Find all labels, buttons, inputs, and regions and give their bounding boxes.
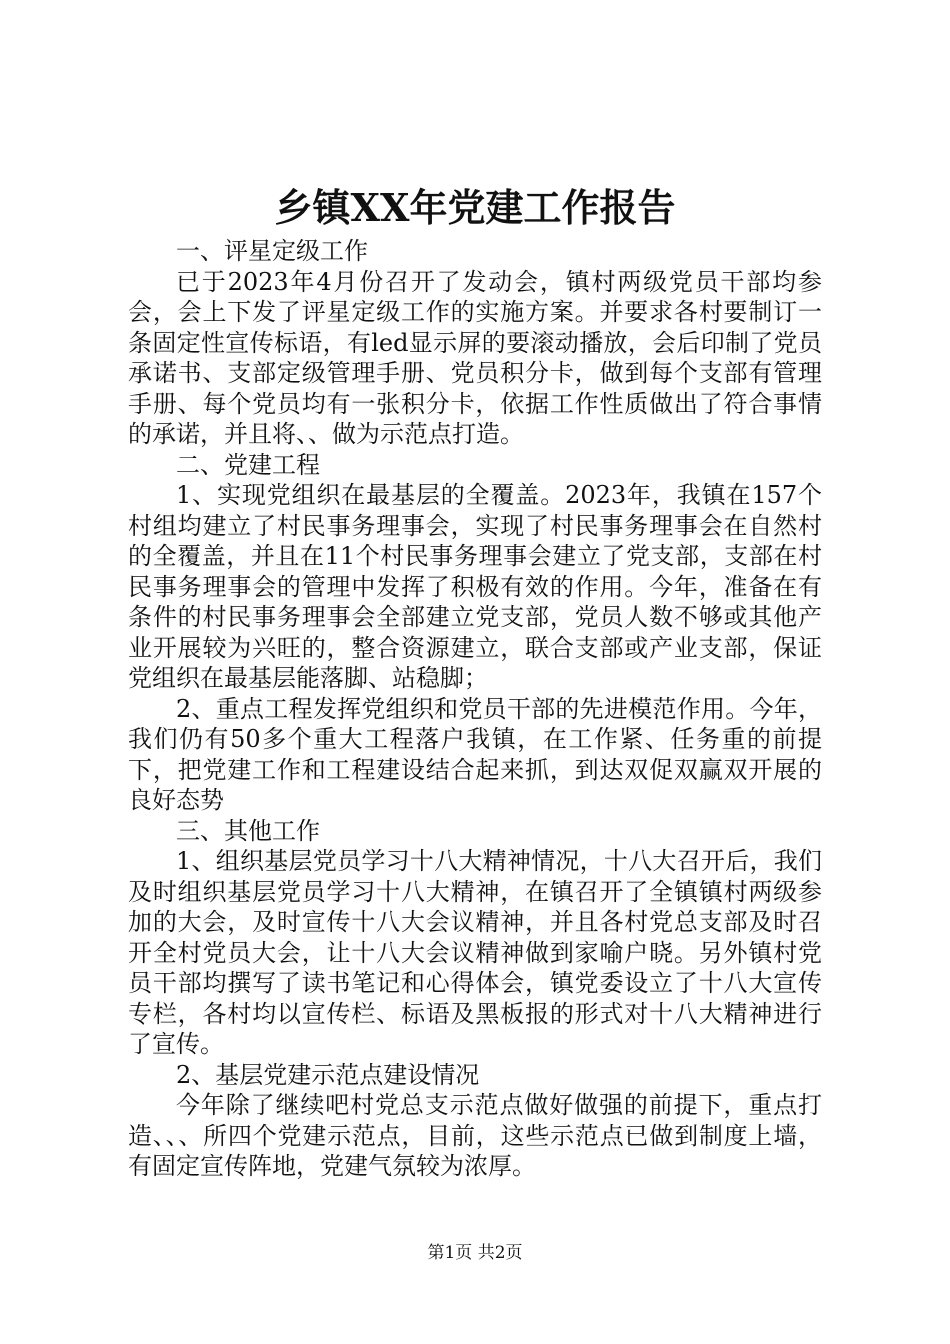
section-1-paragraph-1: 已于2023年4月份召开了发动会，镇村两级党员干部均参会，会上下发了评星定级工作的实施方案。并要求各村要制订一条固定性宣传标语，有led显示屏的要滚动播放，会后印制了党员承诺书、支部定级管理手册、党员积分卡，做到每个支部有管理手册、每个党员均有一张积分卡，依据工作性质做出了符合事情的承诺，并且将、、做为示范点打造。 xyxy=(128,267,822,448)
page-number-footer: 第1页 共2页 xyxy=(427,1243,523,1263)
section-4-paragraph-1: 今年除了继续吧村党总支示范点做好做强的前提下，重点打造、、、所四个党建示范点，目前，这些示范点已做到制度上墙，有固定宣传阵地，党建气氛较为浓厚。 xyxy=(128,1091,822,1180)
section-heading-4: 2、基层党建示范点建设情况 xyxy=(176,1060,480,1089)
section-2-paragraph-2: 2、重点工程发挥党组织和党员干部的先进模范作用。今年，我们仍有50多个重大工程落户我镇，在工作紧、任务重的前提下，把党建工作和工程建设结合起来抓，到达双促双赢双开展的良好态势 xyxy=(128,694,822,814)
section-heading-3: 三、其他工作 xyxy=(176,816,320,845)
section-3-paragraph-1: 1、组织基层党员学习十八大精神情况，十八大召开后，我们及时组织基层党员学习十八大精神，在镇召开了全镇镇村两级参加的大会，及时宣传十八大会议精神，并且各村党总支部及时召开全村党员大会，让十八大会议精神做到家喻户晓。另外镇村党员干部均撰写了读书笔记和心得体会，镇党委设立了十八大宣传专栏，各村均以宣传栏、标语及黑板报的形式对十八大精神进行了宣传。 xyxy=(128,847,822,1058)
section-2-paragraph-1: 1、实现党组织在最基层的全覆盖。2023年，我镇在157个村组均建立了村民事务理事会，实现了村民事务理事会在自然村的全覆盖，并且在11个村民事务理事会建立了党支部，支部在村民事务理事会的管理中发挥了积极有效的作用。今年，准备在有条件的村民事务理事会全部建立党支部，党员人数不够或其他产业开展较为兴旺的，整合资源建立，联合支部或产业支部，保证党组织在最基层能落脚、站稳脚； xyxy=(128,481,822,692)
document-title: 乡镇XX年党建工作报告 xyxy=(274,185,676,230)
section-heading-1: 一、评星定级工作 xyxy=(176,237,368,265)
document-body xyxy=(128,236,822,1182)
section-heading-2: 二、党建工程 xyxy=(176,450,320,479)
